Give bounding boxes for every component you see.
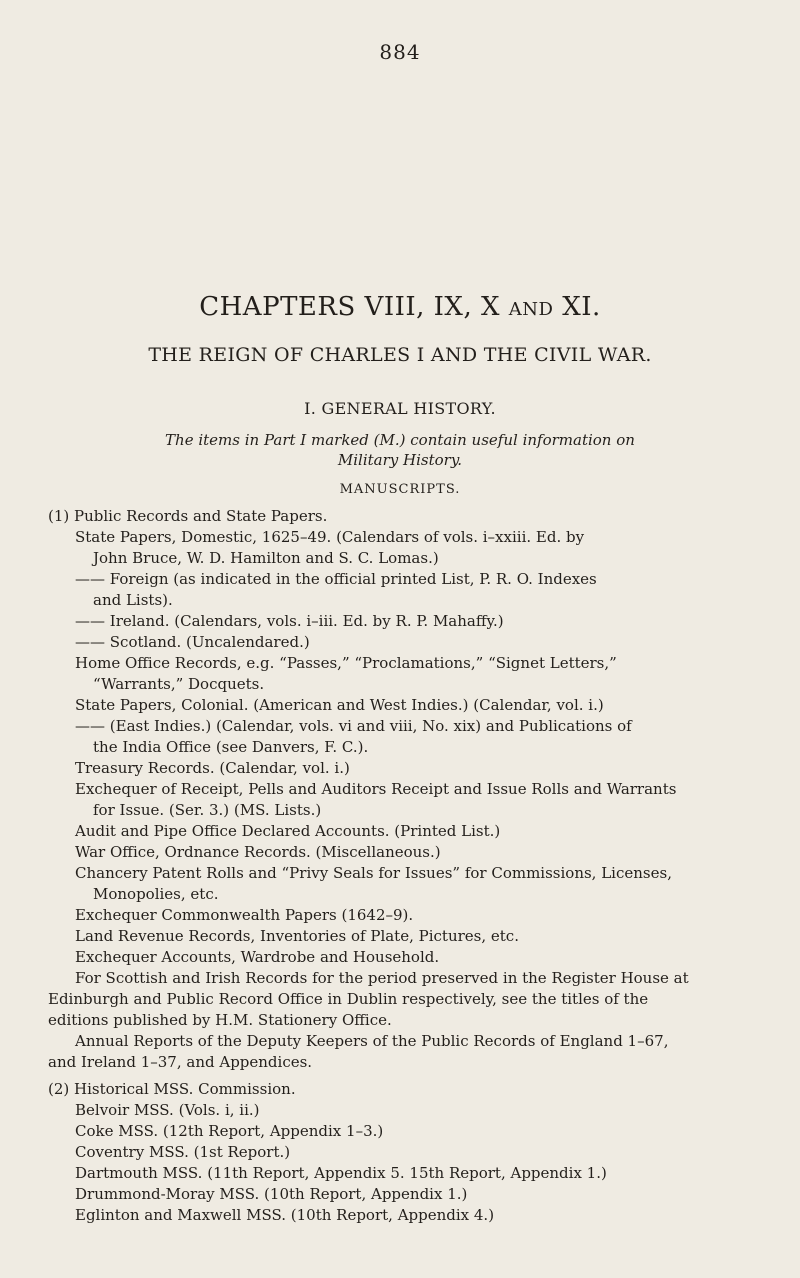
text-line: War Office, Ordnance Records. (Miscellaneous.) — [75, 843, 441, 861]
text-line: —— (East Indies.) (Calendar, vols. vi and viii, No. xix) and Publications of — [75, 717, 632, 735]
text-line: and Lists). — [93, 591, 173, 609]
text-line: Monopolies, etc. — [93, 885, 219, 903]
text-line: Land Revenue Records, Inventories of Plate, Pictures, etc. — [75, 927, 519, 945]
text-line: Chancery Patent Rolls and “Privy Seals for Issues” for Commissions, Licenses, — [75, 864, 672, 882]
text-line: Exchequer Commonwealth Papers (1642–9). — [75, 906, 414, 924]
body-text — [48, 506, 758, 1226]
text-line: Eglinton and Maxwell MSS. (10th Report, Appendix 4.) — [75, 1206, 495, 1224]
text-line: —— Scotland. (Uncalendared.) — [75, 633, 310, 651]
paragraph-line: and Ireland 1–37, and Appendices. — [48, 1053, 313, 1071]
text-line: —— Foreign (as indicated in the official printed List, P. R. O. Indexes — [75, 570, 597, 588]
text-line: Coke MSS. (12th Report, Appendix 1–3.) — [75, 1122, 384, 1140]
subheading-public-records: (1) Public Records and State Papers. — [48, 507, 328, 525]
chapters-main: CHAPTERS VIII, IX, X — [199, 292, 500, 322]
section-title: I. GENERAL HISTORY. — [304, 399, 496, 418]
text-line: Home Office Records, e.g. “Passes,” “Proclamations,” “Signet Letters,” — [75, 654, 617, 672]
text-line: Belvoir MSS. (Vols. i, ii.) — [75, 1101, 260, 1119]
chapters-last: XI. — [562, 292, 601, 322]
paragraph-line: Edinburgh and Public Record Office in Dublin respectively, see the titles of the — [48, 990, 649, 1008]
page-number: 884 — [379, 40, 421, 64]
text-line: John Bruce, W. D. Hamilton and S. C. Lomas.) — [93, 549, 439, 567]
text-line: Coventry MSS. (1st Report.) — [75, 1143, 291, 1161]
reign-title: THE REIGN OF CHARLES I AND THE CIVIL WAR. — [148, 344, 652, 366]
text-line: Drummond-Moray MSS. (10th Report, Appendix 1.) — [75, 1185, 468, 1203]
paragraph-line: editions published by H.M. Stationery Office. — [48, 1011, 392, 1029]
text-line: the India Office (see Danvers, F. C.). — [93, 738, 369, 756]
military-note: The items in Part I marked (M.) contain useful information on Military History. — [165, 431, 635, 469]
text-line: Exchequer Accounts, Wardrobe and Household. — [75, 948, 440, 966]
paragraph-line: For Scottish and Irish Records for the period preserved in the Register House at — [75, 969, 689, 987]
chapters-and: AND — [508, 299, 554, 320]
text-line: Audit and Pipe Office Declared Accounts. (Printed List.) — [75, 822, 501, 840]
text-line: for Issue. (Ser. 3.) (MS. Lists.) — [93, 801, 322, 819]
text-line: —— Ireland. (Calendars, vols. i–iii. Ed. by R. P. Mahaffy.) — [75, 612, 504, 630]
text-line: “Warrants,” Docquets. — [93, 675, 265, 693]
text-line: State Papers, Colonial. (American and West Indies.) (Calendar, vol. i.) — [75, 696, 604, 714]
text-line: Exchequer of Receipt, Pells and Auditors Receipt and Issue Rolls and Warrants — [75, 780, 677, 798]
chapters-heading — [0, 292, 800, 322]
subheading-historical-mss: (2) Historical MSS. Commission. — [48, 1080, 296, 1098]
text-line: State Papers, Domestic, 1625–49. (Calendars of vols. i–xxiii. Ed. by — [75, 528, 585, 546]
text-line: Treasury Records. (Calendar, vol. i.) — [75, 759, 350, 777]
paragraph-line: Annual Reports of the Deputy Keepers of the Public Records of England 1–67, — [75, 1032, 669, 1050]
text-line: Dartmouth MSS. (11th Report, Appendix 5. 15th Report, Appendix 1.) — [75, 1164, 607, 1182]
manuscripts-heading: MANUSCRIPTS. — [339, 482, 461, 497]
